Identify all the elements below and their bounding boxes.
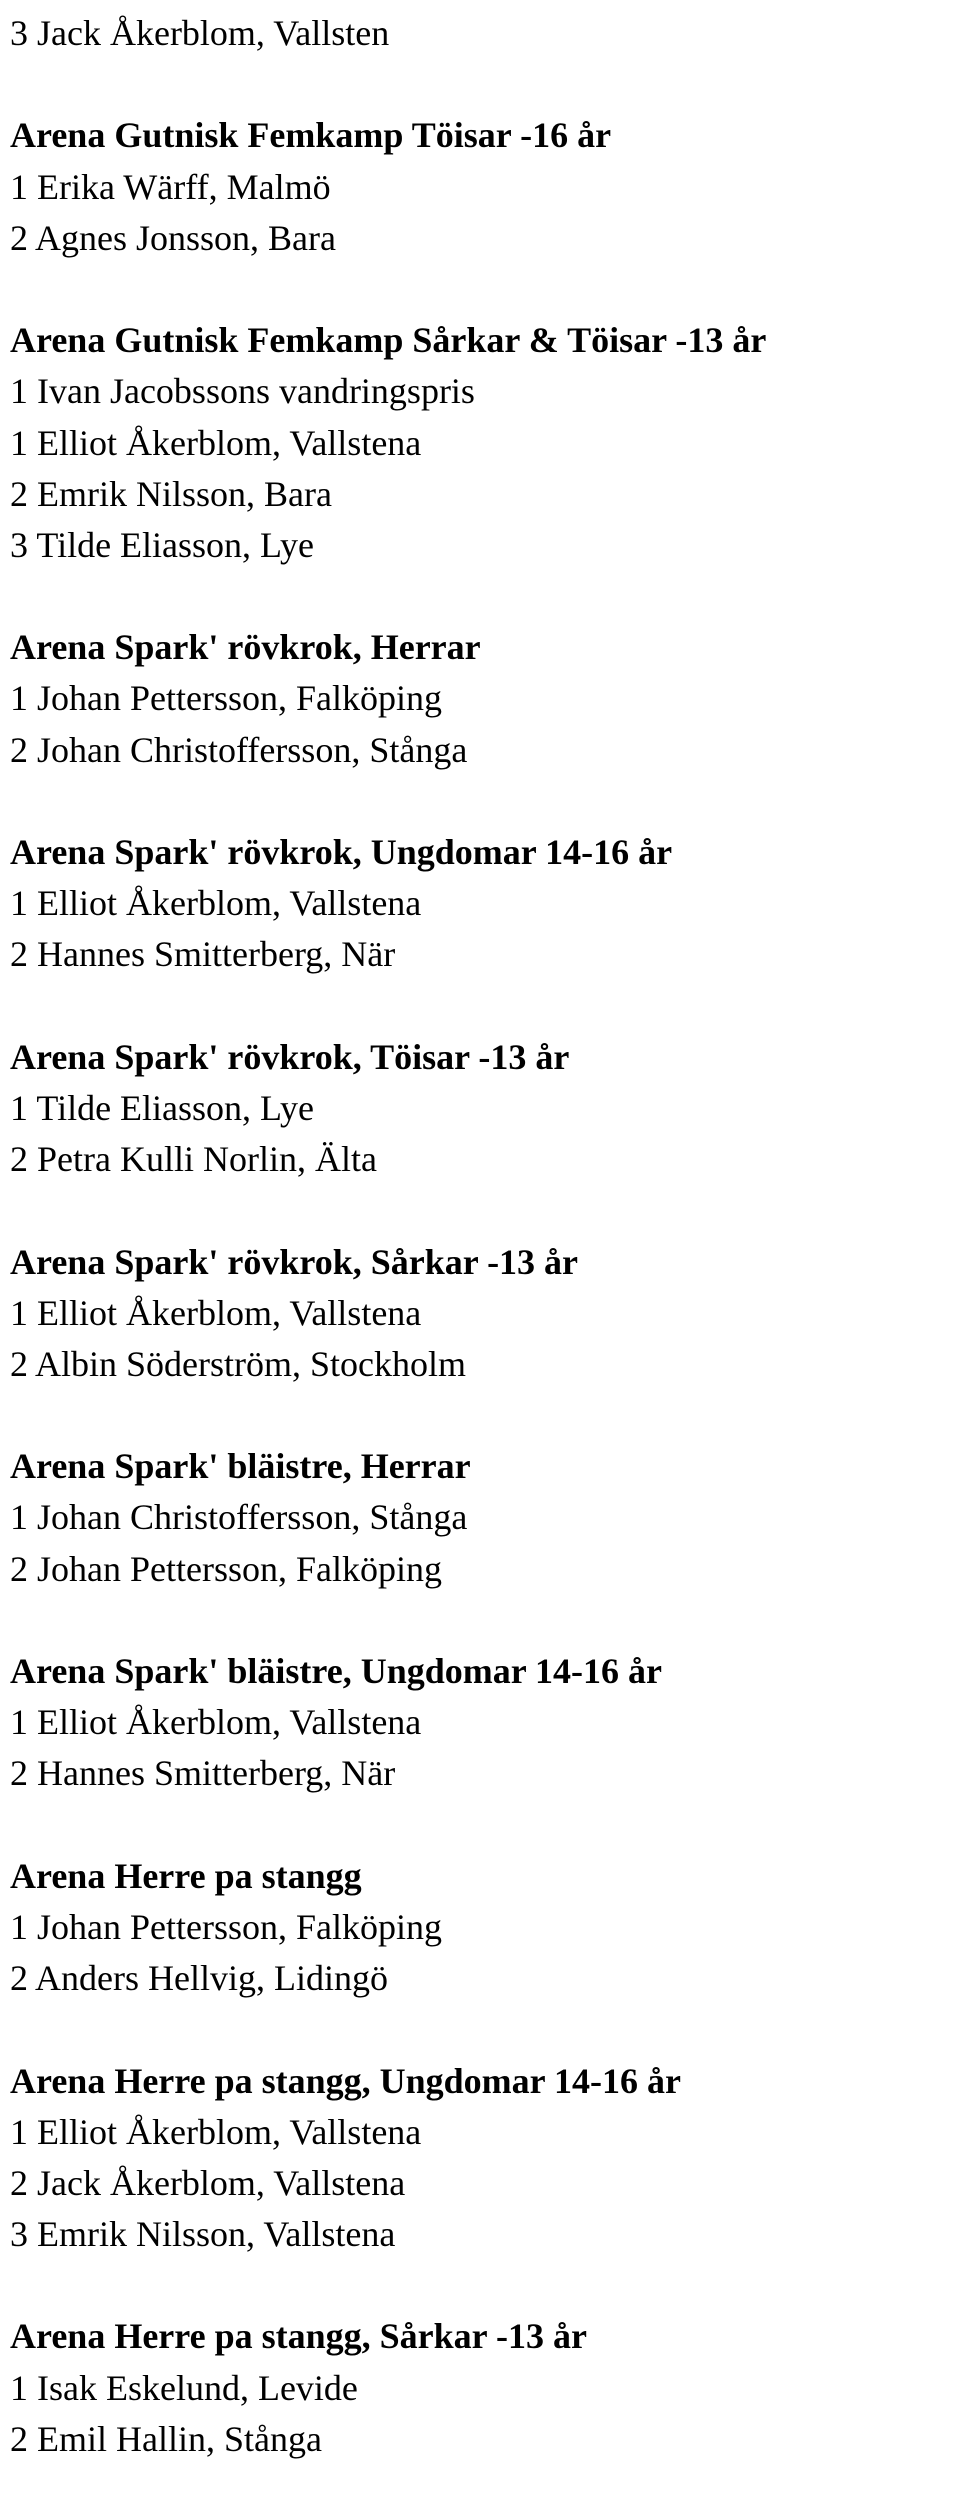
result-entry: 2 Hannes Smitterberg, När (10, 1753, 396, 1794)
result-section (10, 2311, 950, 2465)
result-entry: 1 Ivan Jacobssons vandringspris (10, 371, 475, 412)
section-heading: Arena Spark' rövkrok, Töisar -13 år (10, 1036, 570, 1077)
result-entry: 1 Isak Eskelund, Levide (10, 2367, 358, 2408)
section-heading: Arena Spark' rövkrok, Ungdomar 14-16 år (10, 832, 673, 872)
section-heading: Arena Gutnisk Femkamp Töisar -16 år (10, 115, 612, 156)
section-heading: Arena Gutnisk Femkamp Sårkar & Töisar -13 år (10, 320, 767, 361)
section-heading: Arena Spark' rövkrok, Herrar (10, 627, 481, 668)
result-section (10, 2056, 950, 2261)
result-entry: 2 Anders Hellvig, Lidingö (10, 1958, 388, 1999)
result-entry: 2 Emil Hallin, Stånga (10, 2418, 322, 2459)
intro-line: 3 Jack Åkerblom, Vallsten (10, 13, 390, 53)
result-entry: 1 Elliot Åkerblom, Vallstena (10, 883, 422, 924)
result-entry: 2 Petra Kulli Norlin, Älta (10, 1139, 377, 1180)
result-entry: 3 Emrik Nilsson, Vallstena (10, 2214, 396, 2255)
section-spacer (10, 2004, 950, 2055)
result-section (10, 827, 950, 981)
section-spacer (10, 1390, 950, 1441)
result-section (10, 110, 950, 264)
results-document (10, 8, 950, 2465)
section-spacer (10, 59, 950, 110)
result-entry: 2 Jack Åkerblom, Vallstena (10, 2162, 406, 2203)
result-entry: 1 Elliot Åkerblom, Vallstena (10, 1292, 422, 1333)
section-spacer (10, 571, 950, 622)
result-section (10, 315, 950, 571)
section-heading: Arena Herre pa stangg (10, 1855, 362, 1896)
result-entry: 2 Albin Söderström, Stockholm (10, 1343, 467, 1384)
section-spacer (10, 981, 950, 1032)
result-entry: 2 Agnes Jonsson, Bara (10, 217, 336, 258)
result-section (10, 1441, 950, 1595)
section-spacer (10, 1595, 950, 1646)
result-entry: 1 Erika Wärff, Malmö (10, 166, 331, 207)
result-section (10, 622, 950, 776)
result-entry: 1 Elliot Åkerblom, Vallstena (10, 2111, 422, 2152)
section-spacer (10, 1800, 950, 1851)
result-entry: 2 Hannes Smitterberg, När (10, 934, 396, 975)
result-entry: 2 Johan Christoffersson, Stånga (10, 729, 468, 770)
result-entry: 1 Johan Pettersson, Falköping (10, 1906, 442, 1947)
section-heading: Arena Spark' bläistre, Ungdomar 14-16 år (10, 1651, 663, 1691)
section-heading: Arena Herre pa stangg, Ungdomar 14-16 år (10, 2060, 681, 2101)
result-entry: 2 Johan Pettersson, Falköping (10, 1548, 442, 1589)
section-heading: Arena Herre pa stangg, Sårkar -13 år (10, 2316, 587, 2357)
result-section (10, 1237, 950, 1391)
result-section (10, 1646, 950, 1800)
section-spacer (10, 776, 950, 827)
result-entry: 1 Johan Christoffersson, Stånga (10, 1497, 468, 1538)
section-spacer (10, 1185, 950, 1236)
section-spacer (10, 264, 950, 315)
result-entry: 2 Emrik Nilsson, Bara (10, 473, 332, 514)
result-entry: 1 Elliot Åkerblom, Vallstena (10, 1702, 422, 1743)
section-heading: Arena Spark' bläistre, Herrar (10, 1446, 471, 1487)
result-entry: 1 Tilde Eliasson, Lye (10, 1087, 315, 1128)
result-entry: 1 Elliot Åkerblom, Vallstena (10, 422, 422, 463)
section-heading: Arena Spark' rövkrok, Sårkar -13 år (10, 1241, 579, 1282)
result-entry: 3 Tilde Eliasson, Lye (10, 524, 315, 565)
result-section (10, 1851, 950, 2005)
result-section (10, 1032, 950, 1186)
section-spacer (10, 2260, 950, 2311)
results-sections (10, 59, 950, 2465)
result-entry: 1 Johan Pettersson, Falköping (10, 678, 442, 719)
